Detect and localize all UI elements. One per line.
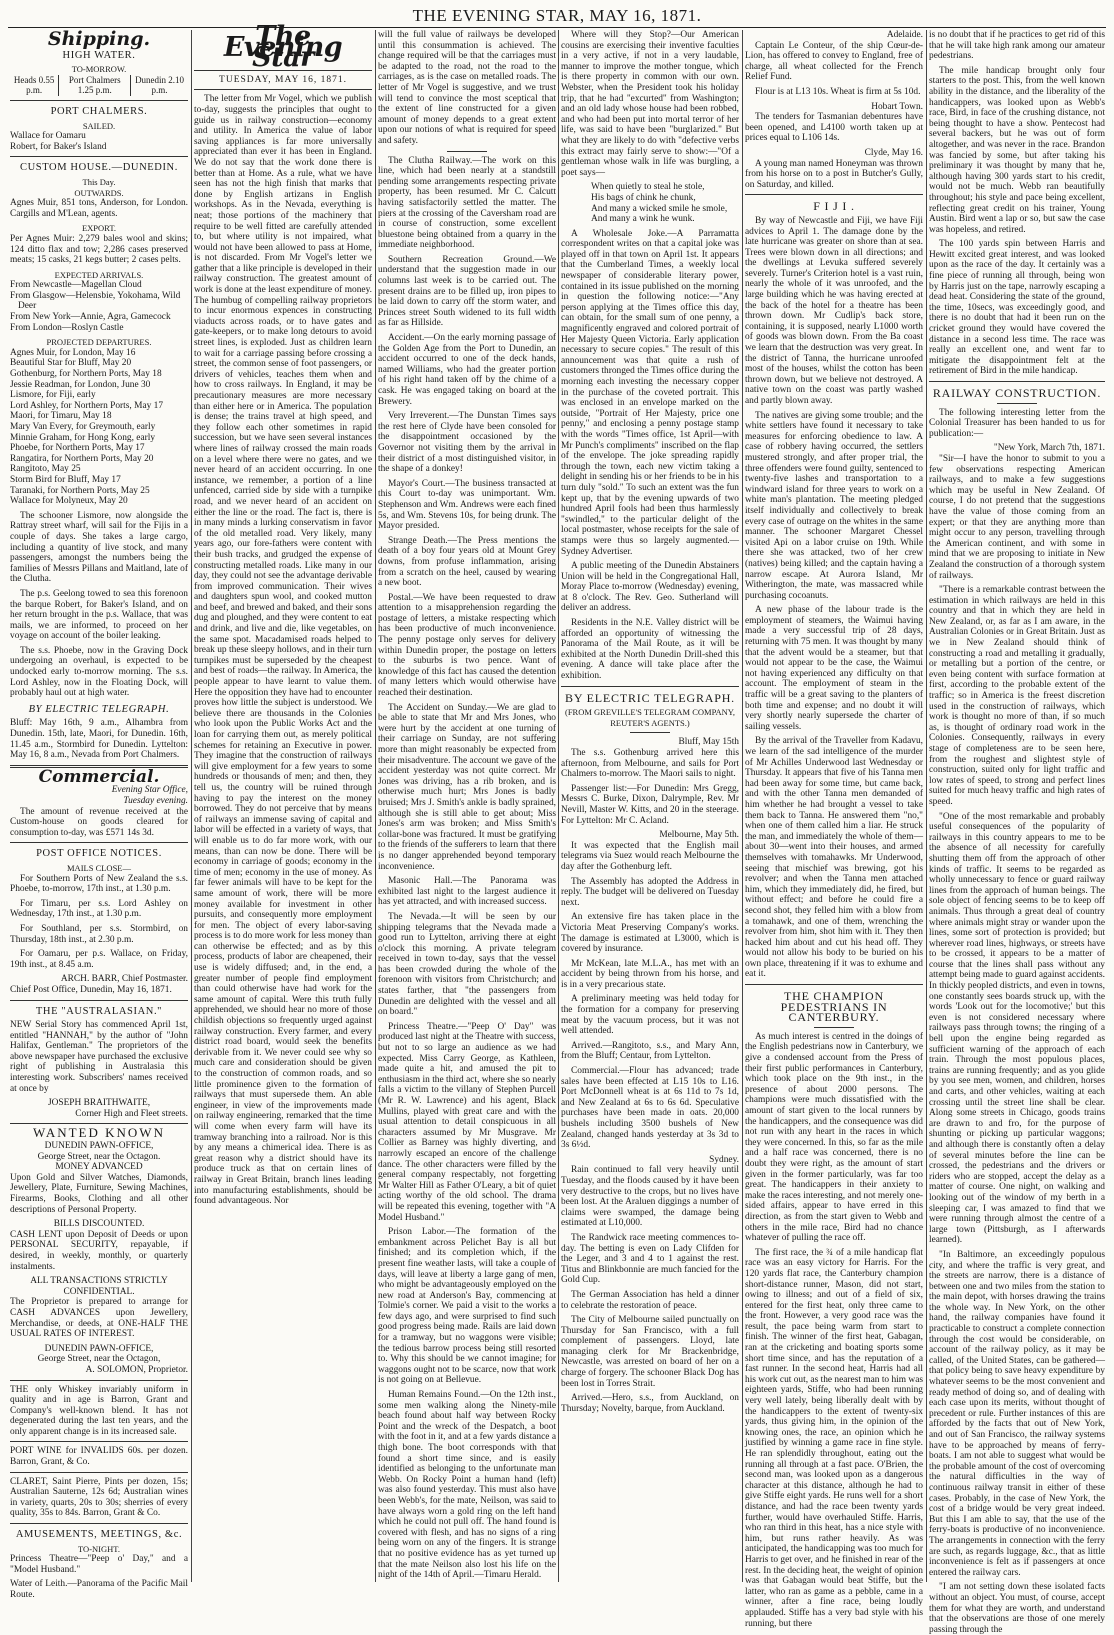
- dateline: Hobart Town.: [871, 101, 923, 112]
- telegraph-heading: BY ELECTRIC TELEGRAPH.: [565, 690, 735, 705]
- divider: [561, 686, 739, 687]
- divider: [10, 1123, 188, 1124]
- letter-paragraph: "In Baltimore, an exceedingly populous city, and where the traffic is very great, and the streets are narrow, there is a distance of between one and two miles from the station to the main depot, with horses drawing the trains the whole way. In New York, on the other hand, the railway companies have found it practicable to construct a complete connection through the cost would be considerable, on account of the railway policy, as it may be called, of the United States, can be gathered—that policy being to save heavy expenditure by whatever seems to be the most convenient and ready method of doing so, and of dealing with each case upon its merits, without thought of precedent or rule. Further instances of this are afforded by the facts that out of New York, and out of San Francisco, the railway systems have to be approached by means of ferry-boats. I am not able to suggest what would be the probable amount of the cost of overcoming the natural difficulties in the way of continuous railway transit in either of these cases. Probably, in the case of New York, the cost of a bridge would be very great indeed. But this I am able to say, that the use of the ferry-boats is productive of no inconvenience. The arrangements in connection with the ferry are such, as regards luggage, &c., that as little inconvenience is felt as if passengers at once entered the railway cars.: [929, 1249, 1105, 1578]
- divider: [10, 156, 188, 157]
- column-5: [745, 30, 923, 1629]
- divider: [10, 1380, 188, 1381]
- departure-item: Wallace for Molyneux, May 20: [10, 496, 128, 507]
- pawn-office-address: George Street, near the Octagon.: [37, 1151, 161, 1162]
- tide-dunedin: Dunedin 2.10 p.m.: [131, 75, 188, 96]
- news-item: Human Remains Found.—On the 12th inst., some men walking along the Ninety-mile beach found about half way between Rocky Point and the wreck of the Despatch, a boot with the foot in it, and at a few yards distance a thigh bone. The boot corresponds with that found a short time since, and is easily identified as belonging to the unfortunate man Webb. On Rocky Point a human hand (left) was also found yesterday. This must also have been Webb's, for the mate, Neilson, was said to have always worn a gold ring on the left hand which he could not pull off. The hand found is covered with flesh, and has no signs of a ring being worn on any of the fingers. It is strange that no positive evidence has as yet turned up that the mate Neilson also lost his life on the night of the 14th of April.—Timaru Herald.: [378, 1390, 556, 1581]
- news-item: Prison Labor.—The formation of the embankment across Pelichet Bay is all but finished; and its completion which, if the present fine weather lasts, will take a couple of days, will leave at liberty a large gang of men, who might be advantageously employed on the new road at Anderson's Bay, commencing at Tolmie's corner. We paid a visit to the works a few days ago, and were surprised to find such good progress being made. Rails are laid down for a tramway, but no waggons were visible; the tedious barrow process being still resorted to. Why this should be we cannot imagine; for waggons ought not to be scarce, now that work is not going on at Bellevue.: [378, 1227, 556, 1386]
- postmaster: ARCH. BARR, Chief Postmaster.: [60, 974, 188, 985]
- lismore-paragraph: The schooner Lismore, now alongside the Rattray street wharf, will sail for the Fijis in a couple of days. She takes a large cargo, including a quantity of live stock, and many passengers, amongst the numbers being the families of Messrs Pillans and Maitland, late of the Clutha.: [10, 510, 188, 585]
- this-day-label: This Day.: [82, 176, 116, 187]
- tide-heads: Heads 0.55 p.m.: [13, 74, 55, 96]
- mails-close-label: MAILS CLOSE—: [67, 862, 131, 873]
- sailed-item: Wallace for Oamaru: [10, 131, 86, 142]
- column-1: [10, 28, 188, 1600]
- news-item: Southern Recreation Ground.—We understand that the suggestion made in our columns last week is to be carried out. The present drains are to be filled up, iron pipes to be laid down to carry off the storm water, and Princes street South widened to its full width as far as Hillside.: [378, 254, 556, 329]
- office-line: Evening Star Office,: [111, 785, 188, 796]
- tomorrow-label: TO-MORROW.: [71, 64, 127, 75]
- money-advanced: MONEY ADVANCED: [55, 1162, 143, 1173]
- customs-revenue: The amount of revenue received at the Custom-house on goods cleared for consumption to-day, was £571 14s 3d.: [10, 806, 188, 838]
- telegram: Passenger list:—For Dunedin: Mrs Gregg, Messrs C. Burke, Dixon, Dalrymple, Rev. Mr Nevill, Master W. Kitts, and 20 in the steerage. For Lyttelton: Mr C. Acland.: [561, 783, 739, 826]
- divider: [447, 151, 487, 152]
- claret-ad: CLARET, Saint Pierre, Pints per dozen, 15s; Australian Sauterne, 12s 6d; Australian wines in variety, quarts, 20s to 30s; sherries of every quality, 35s to 84s. Barron, Grant & Co.: [10, 1476, 188, 1519]
- divider: [745, 194, 923, 195]
- fiji-paragraph: By way of Newcastle and Fiji, we have Fiji advices to April 1. The damage done by the late hurricane was greater on shore than at sea. Trees were blown down in all directions; and the dwellings at Levuka suffered severely severely. Turner's Criterion hotel is a vast ruin, nearly the whole of it was unroofed, and the large building which he was having erected at the back of the hotel for a theatre has been thrown down. Mr Cudlip's back store, containing, it is supposed, nearly L1000 worth of goods was blown down. From the Ba coast we learn that the destruction was very great. In the district of Tanna, the hurricane unroofed most of the houses, whilst the cotton has been thrown down, but we believe not destroyed. A native town on the coast was partly washed and partly blown away.: [745, 215, 923, 406]
- wanted-known-heading: WANTED KNOWN: [33, 1125, 165, 1141]
- column-4: [561, 30, 739, 1580]
- pawn-office-name: DUNEDIN PAWN-OFFICE,: [44, 1343, 154, 1354]
- telegram: The City of Melbourne sailed punctually on Thursday for San Francisco, with a full complement of passengers. Lloyd, late managing clerk for Mr Brackenbridge, Newcastle, was arrested on board of her on a charge of forgery. The schooner Black Dog has been lost in Torres Strait.: [561, 1315, 739, 1389]
- news-item: Princess Theatre.—"Peep O' Day" was produced last night at the Theatre with success, but not to so large an audience as we had expected. Miss Carry George, as Kathleen, made quite a hit, and amused the pit to enthusiasm in the third act, where she so nearly falls a victim to the villany of Stephen Purcell (Mr R. W. Lawrence) and his agent, Black Mullins, played with great care and with the usual attention to detail conspicuous in all characters assumed by Mr Musgrave. Mr Collier as Barney was highly diverting, and narrowly escaped an encore of the challenge dance. The other characters were filled by the general company respectably, not forgetting Mr Walter Hill as Father O'Leary, a bit of quiet acting worthy of the old school. The drama will be repeated this evening, together with "A Model Husband.": [378, 1021, 556, 1223]
- all-transactions: ALL TRANSACTIONS STRICTLY CONFIDENTIAL.: [30, 1276, 168, 1297]
- export-label: EXPORT.: [81, 223, 117, 234]
- poem-line: And many a wink he wunk.: [591, 214, 695, 225]
- champion-paragraph: The first race, the ¾ of a mile handicap flat race was an easy victory for Harris. For the 120 yards flat race, the Canterbury champion short-distance runner, Mason, did not start, owing to illness; and out of a field of six, entered for the first heat, only three came to the front. However, a very good race was the result, the pace being warm from start to finish. The winner of the first heat, Gabagan, ran at the cricketing and boating sports some short time since, and has the reputation of a fast runner. In the second heat, Harris had all his work cut out, as the nearest man to him was eighteen yards, Stiffe, who had been running very well lately, being liberally dealt with by the handicappers to the extent of twenty-six yards, thus giving him, in the opinion of the knowing ones, the race, an opinion which he justified by winning a game race in fine style. He ran splendidly throughout, eating out the running all through at a fast pace. O'Brien, the second man, was looked upon as a dangerous character at this distance, although he had to give Stiffe eight yards. He runs well for a short distance, and had the race been twenty yards further, would have overhauled Stiffe. Harris, who ran third in this heat, has a nice style with him, but runs rather heavily. As was anticipated, the handicapping was too much for Harris to get over, and he finished in rear of the rest. In the deciding heat, the weight of opinion was that Gabagan would beat Stiffe, but the latter, who ran as game as a pebble, came in a winner, after a fine race, being loudly applauded. Stiffe has a very bad style with his running, but there: [745, 1247, 923, 1629]
- dateline: Sydney.: [709, 1154, 739, 1165]
- dateline: Adelaide.: [886, 30, 923, 40]
- telegram: Mr McKean, late M.L.A., has met with an accident by being thrown from his horse, and is in a very precarious state.: [561, 958, 739, 990]
- poem-line: When quietly to steal he stole,: [591, 182, 705, 193]
- departure-item: Beautiful Star for Bluff, May 20: [10, 358, 132, 369]
- bills-discounted: BILLS DISCOUNTED.: [53, 1219, 145, 1230]
- departure-item: Minnie Graham, for Hong Kong, early: [10, 432, 156, 443]
- divider: [10, 1441, 188, 1442]
- amusements-heading: AMUSEMENTS, MEETINGS, &c.: [15, 1529, 183, 1541]
- export-text: Per Agnes Muir: 2,279 bales wool and skins; 124 ditto flax and tow; 2,286 cases preserved meats; 15 casks, 21 kegs butter; 2 cases pelts.: [10, 233, 188, 266]
- whiskey-ad: THE only Whiskey invariably uniform in quality and in age is Barron, Grant and Company's well-known blend. It has not degenerated during the last ten years, and the only apparent change is in its increased sale.: [10, 1384, 188, 1437]
- departure-item: Maori, for Timaru, May 18: [10, 411, 112, 422]
- telegram: Captain Le Conteur, of the ship Cœur-de-Lion, has offered to convey to England, free of charge, all wheat collected for the French Relief Fund.: [745, 40, 923, 83]
- departure-item: Lismore, for Fiji, early: [10, 390, 96, 401]
- commercial-heading: Commercial.: [38, 766, 160, 787]
- telegram: The Assembly has adopted the Address in reply. The budget will be delivered on Tuesday next.: [561, 876, 739, 908]
- departure-item: Taranaki, for Northern Ports, May 25: [10, 485, 150, 496]
- office-date: Tuesday evening.: [123, 796, 188, 806]
- railway-heading: RAILWAY CONSTRUCTION.: [932, 386, 1102, 400]
- column-rule: [926, 30, 927, 1582]
- departure-item: Rangitoto, May 25: [10, 464, 81, 475]
- news-item: Masonic Hall.—The Panorama was exhibited last night to the largest audience it has yet attracted, and with increased success.: [378, 876, 556, 908]
- port-chalmers-heading: PORT CHALMERS.: [50, 105, 148, 117]
- editorial-date: TUESDAY, MAY 16, 1871.: [219, 74, 347, 85]
- column-rule: [191, 30, 192, 1582]
- letter-intro: The following interesting letter from the Colonial Treasurer has been handed to us for publication:—: [929, 407, 1105, 439]
- column-6: [929, 30, 1105, 1635]
- telegram: Arrived.—Rangitoto, s.s., and Mary Ann, from the Bluff; Centaur, from Lyttelton.: [561, 1040, 739, 1062]
- outwards-label: OUTWARDS.: [74, 187, 124, 198]
- column-2: [194, 21, 372, 1580]
- australasian-text: NEW Serial Story has commenced April 1st, entitled "HANNAH," by the author of "John Halifax, Gentleman." The proprietors of the above newspaper have purchased the exclusive right of publishing in Australasia this interesting work. Subscribers' names received at once by: [10, 1020, 188, 1094]
- tonight-label: TO-NIGHT.: [78, 1543, 120, 1554]
- sailed-item: Robert, for Baker's Island: [10, 141, 107, 152]
- news-item: Very Irreverent.—The Dunstan Times says the rest here of Clyde have been consoled for the disappointment occasioned by the Governor not visiting them by the arrival in their district of a most distinguished visitor, in the shape of a donkey!: [378, 411, 556, 475]
- telegram: Arrived.—Hero, s.s., from Auckland, on Thursday; Novelty, barque, from Auckland.: [561, 1393, 739, 1414]
- telegram: A young man named Honeyman was thrown from his horse on to a post in Butcher's Gully, on Saturday, and killed.: [745, 158, 923, 190]
- poem-line: His bags of chink he chunk,: [591, 192, 696, 203]
- masthead-rule: [8, 27, 1106, 28]
- letter-paragraph: "There is a remarkable contrast between the estimation in which railways are held in this country and that in which they are held in New Zealand, or, as far as I am aware, in the Australian Colonies or in Great Britain. Just as we in New Zealand should think of constructing a road and metalling it gradually, or metalling but a portion of the centre, or even being content with surface formation at first, according to the probable extent of the traffic; so in America is the freest discretion used in the construction of railways, which work is thought no more of than, if so much as, is thought of ordinary road work in the Colonies. Consequently, railways in every stage of completeness are to be seen here, from the roughest and slightest style of construction, suited only for light traffic and low rates of speed, to strong and perfect lines suited for much heavy traffic and high rates of speed.: [929, 585, 1105, 807]
- australasian-heading: THE "AUSTRALASIAN.": [35, 1005, 163, 1017]
- telegraph-heading: BY ELECTRIC TELEGRAPH.: [28, 703, 170, 715]
- mail-notice: For Oamaru, per p.s. Wallace, on Friday, 19th inst., at 8.45 a.m.: [10, 949, 188, 970]
- letter-paragraph: "Sir—I have the honor to submit to you a few observations respecting American railways, and to make a few suggestions which may be useful in New Zealand. Of course, I do not pretend that the suggestions have the value of those coming from an expert; or that they are anything more than might occur to any person, travelling through the American continent, and with some in mind that we are proposing to initiate in New Zealand the construction of a thorough system of railways.: [929, 453, 1105, 581]
- braithwaite-address: Corner High and Fleet streets.: [75, 1108, 188, 1119]
- mail-notice: For Southern Ports of New Zealand the s.s. Phoebe, to-morrow, 17th inst., at 1.30 p.m.: [10, 873, 188, 895]
- expected-item: From London—Roslyn Castle: [10, 322, 124, 333]
- poem-line: And many a wicked smile he smole,: [591, 203, 728, 214]
- telegraph-text: Bluff: May 16th, 9 a.m., Alhambra from Dunedin. 15th, late, Maori, for Dunedin. 16th, 11.45 a.m., Stormbird for Dunedin. Lyttelton: May 16, 8 a.m., Nevada from Port Chalmers.: [10, 718, 188, 761]
- high-water-heading: HIGH WATER.: [62, 49, 136, 61]
- expected-label: EXPECTED ARRIVALS.: [54, 269, 144, 280]
- departure-item: Jessie Readman, for London, June 30: [10, 379, 151, 390]
- telegram: The tenders for Tasmanian debentures have been opened, and L4100 worth taken up at prices equal to L106 14s.: [745, 112, 923, 144]
- braithwaite-name: JOSEPH BRAITHWAITE,: [47, 1098, 151, 1109]
- divider: [630, 732, 670, 733]
- telegram: The German Association has held a dinner to celebrate the restoration of peace.: [561, 1289, 739, 1311]
- amusement-item: Princess Theatre—"Peep o' Day," and a "Model Husband.": [10, 1554, 188, 1575]
- letter-paragraph: "I am not setting down these isolated facts without an object. You must, of course, accept them for what they are worth, and understand that the observations are those of one merely passing through the: [929, 1582, 1105, 1635]
- cash-lent: CASH LENT upon Deposit of Deeds or upon PERSONAL SECURITY, repayable, if desired, in weekly, monthly, or quarterly instalments.: [10, 1229, 188, 1272]
- telegram: The Randwick race meeting commences to-day. The betting is even on Lady Clifden for the Leger, and 3 and 4 to 1 against the rest. Titus and Blinkbonnie are much fancied for the Gold Cup.: [561, 1232, 739, 1286]
- customs-heading: CUSTOM HOUSE.—DUNEDIN.: [20, 162, 178, 174]
- column-rule: [558, 30, 559, 1582]
- champion-continued: is no doubt that if he practices to get rid of this that he will take high rank among our amateur pedestrians.: [929, 30, 1105, 62]
- departure-item: Mary Van Every, for Greymouth, early: [10, 422, 156, 432]
- news-item: Where will they Stop?—Our American cousins are exercising their inventive faculties in a very active, if not in a very laudable, manner to improve the mother tongue, which is there property in common with our own. Webster, when the President took his holiday trip, that he had "excurted" from Washington; and an old lady whose house had been robbed, and who had been put into mortal terror of her life, was said to have been "burglarized." But what they are likely to do with "defective verbs this extract may fairly serve to show:—"Of a gentleman whose walk in life was burgling, a poet says—: [561, 30, 739, 178]
- sailed-label: SAILED.: [82, 120, 116, 131]
- telegram: Flour is at L13 10s. Wheat is firm at 5s 10d.: [755, 86, 921, 97]
- telegram: Rain continued to fall very heavily until Tuesday, and the floods caused by it have been very destructive to the crops, but no lives have been lost. At the Araluen diggings a number of claims were swamped, the damage being estimated at L10,000.: [561, 1165, 739, 1229]
- pawn-office-address: George Street, near the Octagon,: [37, 1354, 161, 1365]
- divider: [745, 984, 923, 985]
- fiji-paragraph: A new phase of the labour trade is the employment of steamers, the Waimui having made a very successful trip of 28 days, returning with 75 men. It was thought by many that the advent would be a steamer, but that would not appear to be the case, the Waimui not having experienced any difficulty on that account. The employment of steam in the traffic will be a great saving to the planters of both time and expense; and no doubt it will very shortly nearly supersede the charter of sailing vessels.: [745, 605, 923, 732]
- editorial-continued: will the full value of railways be developed until this consummation is achieved. The change required will be that the carriages must be adapted to the road, not the road to the carriages, as is the case on metalled roads. The letter of Mr Vogel is suggestive, and we trust will tend to convince the most sceptical that the extent of line constructed for a given amount of money depends to a great extent upon our notions of what is required for speed and safety.: [378, 30, 556, 146]
- divider: [10, 1472, 188, 1473]
- departure-item: Phoebe, for Northern Ports, May 17: [10, 443, 145, 454]
- departure-item: Lord Ashley, for Northern Ports, May 17: [10, 400, 164, 411]
- expected-item: From Newcastle—Magellan Cloud: [10, 280, 142, 291]
- column-3: [378, 30, 556, 1580]
- paper-title: The Evening Star: [223, 21, 343, 74]
- letter-paragraph: "One of the most remarkable and probably useful consequences of the popularity of railways in this country appears to me to be the absence of all necessity for carefully shutting them off from the approach of other kinds of traffic. It seems to be regarded as wholly unnecessary to fence or guard railway lines from the approach of human beings. The sole object of fencing seems to be to keep off animals. Thus through a great deal of country where animals might stray or wander upon the lines, some sort of protection is provided; but wherever road lines, highways, or streets have to be crossed, it appears to be a matter of course that the lines shall pass without any attempt being made to guard against accidents. In thickly peopled districts, and even in towns, one constantly sees boards struck up, with the words 'Look out for the locomotive;' but this even is not considered necessary where railways pass through towns; the ringing of a bell upon the engine being regarded as sufficient warning of the approach of each train. Through the most populous places, trains are running frequently; and as you glide by you see men, women, and children, horses and carts, and other vehicles, waiting at each crossing until the street line shall be clear. Along some streets in Chicago, goods trains are drawn to and fro, for the purpose of shunting or picking up particular waggons; and although there is constantly often a delay of several minutes before the line can be crossed, the pedestrians and the drivers or riders who are stopped, accept the delay as a matter of course. One night, on walking and looking out of the window of my berth in a sleeping car, I was amazed to find that we were running through almost the centre of a large town (Pittsburgh, as I afterwards learned).: [929, 811, 1105, 1246]
- projected-label: PROJECTED DEPARTURES.: [46, 337, 152, 348]
- champion-paragraph: The 100 yards spin between Harris and Hewitt excited great interest, and was looked upon as the race of the day. It certainly was a fine piece of running all through, being won by Harris just on the tape, narrowly escaping a dead heat. Considering the state of the ground, the time, 10secs, was exceedingly good, and there is no doubt that had it been run on the cricket ground they would have covered the distance in a second less time. The race was really an excellent one, and went far to mitigate the disappointment felt at the retirement of Bird in the mile handicap.: [929, 239, 1105, 377]
- divider: [194, 89, 372, 90]
- dateline: Clyde, May 16.: [864, 147, 923, 158]
- divider: [10, 1000, 188, 1001]
- solomon-signature: A. SOLOMON, Proprietor.: [85, 1364, 188, 1375]
- telegram: A preliminary meeting was held today for the formation for a company for preserving meat by the vacuum process, but it was not well attended.: [561, 994, 739, 1037]
- tide-port-chalmers: Port Chalmers 1.25 p.m.: [59, 75, 131, 96]
- post-office-heading: POST OFFICE NOTICES.: [36, 848, 162, 860]
- champion-paragraph: As much interest is centred in the doings of the English pedestrians now in Canterbury, we give a condensed account from the Press of their first public performances in Canterbury, which took place on the 9th inst., in the presence of about 2000 persons. The champions were much dissatisfied with the amount of start given to the local runners by the handicappers, and the consequence was did not run with any heart in the races in which they were concerned. In this, so far as the mile and a half race was concerned, there is no doubt they were right, as the amount of start given in the former particularly, was far too great. The handicappers in their anxiety to make the races interesting, and not merely one-sided affairs, appear to have erred in this direction, as from the start given to Webb and others in the mile race, Bird had no chance whatever of pulling the race off.: [745, 1031, 923, 1244]
- letter-dateline: "New York, March 7th, 1871.: [993, 443, 1105, 454]
- news-item: A public meeting of the Dunedin Abstainers Union will be held in the Congregational Hall, Moray Place to-morrow (Wednesday) evening, at 8 o'clock. The Rev. Geo. Sutherland will deliver an address.: [561, 561, 739, 614]
- fiji-heading: F I J I .: [813, 199, 855, 214]
- pawn-office-name: DUNEDIN PAWN-OFFICE,: [44, 1141, 154, 1152]
- telegraph-source: (FROM GREVILLE'S TELEGRAM COMPANY, REUTER'S AGENTS.): [565, 707, 735, 728]
- post-place: Chief Post Office, Dunedin, May 16, 1871.: [10, 984, 172, 995]
- divider: [929, 381, 1105, 382]
- telegram: It was expected that the English mail telegrams via Suez would reach Melbourne the day after the Gothenburg left.: [561, 840, 739, 872]
- expected-item: From New York—Annie, Agra, Gamecock: [10, 312, 171, 323]
- dateline: Bluff, May 15th: [678, 737, 739, 748]
- divider: [10, 842, 188, 843]
- tide-table: [10, 75, 188, 96]
- news-item: Accident.—On the early morning passage of the Golden Age from the Port to Dunedin, an accident occurred to one of the deck hands, named Williams, who had the greater portion of his right hand taken off by the chime of a cask. He was engaged taking on board at the Brewery.: [378, 333, 556, 407]
- poem: [561, 182, 739, 224]
- pawn-text: Upon Gold and Silver Watches, Diamonds, Jewellery, Plate, Furniture, Sewing Machines, Firearms, Books, Clothing and all other descriptions of Personal Property.: [10, 1172, 188, 1215]
- departure-item: Rangatira, for Northern Ports, May 20: [10, 453, 154, 464]
- news-item: The Clutha Railway.—The work on this line, which had been nearly at a standstill pending some arrangements respecting private property, has been resumed. Mr C. Calcutt having satisfactorily settled the matter. The piers at the crossing of the Caversham road are in course of construction, some excellent bluestone being obtained from a quarry in the immediate neighborhood.: [378, 155, 556, 251]
- champion-heading: THE CHAMPION PEDESTRIANS IN CANTERBURY.: [780, 989, 888, 1025]
- dateline: Melbourne, May 5th.: [659, 830, 739, 841]
- fiji-paragraph: The natives are giving some trouble; and the white settlers have found it necessary to take measures for enforcing obedience to law. A case of robbery having occurred, the settlers mustered strongly, and after proper trial, the three offenders were found guilty, sentenced to twenty-five lashes and transportation to a windward island for three years to work on a white man's plantation. The meeting pledged itself individually and collectively to break every case of outrage on the whites in the same manner. The schooner Margaret Chessel visited Api on a labor cruise on 19th. While there she was attacked, two of her crew (natives) being killed; and the captain having a narrow escape. At Aurora Island, Mr Witherington, the mate, was massacred while purchasing cocoanuts.: [745, 410, 923, 601]
- departure-item: Agnes Muir, for London, May 16: [10, 347, 136, 358]
- masthead: THE EVENING STAR, MAY 16, 1871.: [412, 6, 702, 25]
- outwards-text: Agnes Muir, 851 tons, Anderson, for London. Cargills and M'Lean, agents.: [10, 198, 188, 219]
- divider: [10, 1523, 188, 1524]
- champion-paragraph: The mile handicap brought only four starters to the post. This, from the well known ability in the distance, and the liberality of the handicappers, was looked upon as Webb's race, Bird, in face of the crushing distance, not being thought to have a show. Pentecost had several backers, but he was out of form altogether, and was never in the race. Brandon was fancied by some, but after taking his preliminary it was thought by many that he, although having 300 yards start to his credit, would not be much. Webb ran beautifully throughout; his style and pace being excellent, reflecting great credit on his trainer, Young Austin. Bird went a lap or so, but saw the case was hopeless, and retired.: [929, 65, 1105, 235]
- telegram: An extensive fire has taken place in the Victoria Meat Preserving Company's works. The damage is estimated at L3000, which is covered by insurance.: [561, 912, 739, 955]
- divider: [814, 1027, 854, 1028]
- phoebe-paragraph: The s.s. Phoebe, now in the Graving Dock undergoing an overhaul, is expected to be undocked early to-morrow morning. The s.s. Lord Ashley, now in the Floating Dock, will probably haul out at high water.: [10, 645, 188, 699]
- editorial-text: The letter from Mr Vogel, which we publish to-day, suggests the principles that ought to guide us in railway construction—economy and utility. In America the value of labor saving appliances is far more universally appreciated than ever it has been in England. We do not say that the work done there is better than at Home. As a rule, what we have seen has not the high finish that marks that done by English artizans in English workshops. As in the Nevada, everything is neat; those portions of the machinery that require to be well fitted are carefully attended to, but where utility is not impaired, what would not have been allowed to pass at Home, is not discarded. From Mr Vogel's letter we gather that a like principle is developed in their railway construction. The greatest amount of work is done at the least expenditure of money. The humbug of compelling railway proprietors to incur enormous expences in constructing viaducts across roads, or to have gates and gate-keepers, or to make long detours to avoid street lines, is exploded. Just as children learn to wait for a carriage passing before crossing a street, the common sense of foot passengers, or drivers of vehicles, teaches them when and how to cross railways. In England, it may be precautionary measures are more necessary than either here or in America. The population is dense; the trains travel at high speed, and they follow each other sometimes in rapid succession, but we have seen several instances where lines of railway crossed the main roads on a level where there were no gates, and we never heard of an accident occurring. In one instance, we remember, a portion of a line unfenced, carried side by side with a turnpike road, and we never heard of an accident on either the line or the road. The fact is, there is in many minds a lurking conservatism in favor of the old metalled road. Very likely, many years ago, our fore-fathers were content with their bush tracks, and grudged the expense of constructing metalled roads. Like many in our day, they could not see the advantage derivable from improved communication. Their wives and daughters spun wool, and cooked mutton and beef, and brewed and baked, and their sons dug and ploughed, and they were content to eat and drink, and live and die, like vegetables, on the same spot. Macadamised roads helped to break up these sleepy hollows, and in their turn turnpikes must be superseded by the cheapest and best of roads—the railway. In America, the people appear to have learnt to value them. Here the opposition they have had to encounter proves how little the subject is understood. We believe there are thousands in the Colonies who look upon the Public Works Act and the loan for carrying them out, as merely political schemes for retaining an Executive in power. They imagine that the construction of railways will give employment for a few years to some hundreds or thousands of men; and then, they tell us, the country will be ruined through having to pay the interest on the money borrowed. They do not perceive that by means of railways an immense saving of capital and labor will be effected in a variety of ways, that will enable us to do far more work, with our means, than can now be done. There will be economy in carriage of goods; economy in the time of men; economy in the use of money. As far fewer animals will have to be kept for the same amount of work, there will be more money available for investment in other pursuits, and consequently more employment for men. The object of every labor-saving process is to do more work for less money than can otherwise be effected; and as by this process, products of labor are cheapened, their use is widely diffused; and, in the end, a greater number of people find employment than could otherwise have had work for the same amount of capital. Were this truth fully apprehended, we should hear no more of those childish objections so frequently urged against railway construction. Every farmer, and every district road board, would seek the benefits derivable from it. We never could see why so much care and consideration should be given to the construction of common roads, and so little prominence given to the formation of railways that must supersede them. An able engineer, in view of the improvements made on railway engineering, remarked that the time will come when every farm will have its tramway branching into a railroad. Nor is this by any means a chimerical idea. There is as great reason why a district should have its produce truck as that on certain lines of railway in Great Britain, branch lines leading into manufacturing establishments, should be found advantageous. Nor: [194, 94, 372, 1207]
- news-item: The Nevada.—It will be seen by our shipping telegrams that the Nevada made a good run to Lyttelton, arriving there at eight o'clock this morning. A private telegram received in town to-day, says that the vessel has been crowded during the whole of the forenoon with visitors from Christchurch; and states farther, that "the passengers from Dunedin are delighted with the vessel and all on board.": [378, 911, 556, 1018]
- mail-notice: For Southland, per s.s. Stormbird, on Thursday, 18th inst., at 2.30 p.m.: [10, 923, 188, 945]
- news-item: Mayor's Court.—The business transacted at this Court to-day was unimportant. Wm. Stephenson and Wm. Andrews were each fined 5s, and Wm. Stevens 10s, for being drunk. The Mayor presided.: [378, 478, 556, 532]
- fiji-paragraph: By the arrival of the Traveller from Kadavu, we learn of the sad intelligence of the murder of Mr Achilles Underwood last Wednesday or Thursday. It appears that five of his Tanna men had been away for some time, but came back, and with the other Tanna men demanded of him whether he had brought a vessel to take them back to Tanna. He answered them "no," when one of them called him a liar. He struck the man, and immediately the whole of them—about 30—went into their houses, and armed themselves with tomahawks. Mr Underwood, seeing that mischief was brewing, got his revolver; and when the Tanna men attached him, which they immediately did, he fired, but without effect; and before he could fire a second shot, they felled him with a blow from a tomahawk, and one of them, wrenching the revolver from him, shot him with it. They then hacked him about and cut his head off. They would not allow his body to be buried on his own place, threatening if it was to exhume and eat it.: [745, 736, 923, 980]
- column-rule: [375, 30, 376, 1582]
- expected-item: From Glasgow—Helensbie, Yokohama, Wild Deer: [10, 290, 181, 312]
- telegram: The s.s. Gothenburg arrived here this afternoon, from Melbourne, and sails for Port Chalmers to-morrow. The Maori sails to night.: [561, 748, 739, 780]
- news-item: Postal.—We have been requested to draw attention to a misapprehension regarding the postage of letters, a mistake respecting which has been productive of much inconvenience. The penny postage only serves for delivery within Dunedin proper, the postage on letters to the suburbs is two pence. Want of knowledge of this fact has caused the detention of many letters which would otherwise have reached their destination.: [378, 592, 556, 699]
- shipping-heading: Shipping.: [47, 28, 151, 50]
- geelong-paragraph: The p.s. Geelong towed to sea this forenoon the barque Robert, for Baker's Island, and on her return brought in the p.s. Wallace, that was mails, we are informed, to proceed on her voyage on account of the boiler leaking.: [10, 588, 188, 642]
- divider: [10, 100, 188, 101]
- news-item: The Accident on Sunday.—We are glad to be able to state that Mr and Mrs Jones, who were hurt by the accident at one turning of their carriage on Sunday, are not suffering more than might reasonably be expected from their misadventure. The account we gave of the accident yesterday was not quite correct. Mr Jones was driving, has a rib broken, and is otherwise much hurt; Mrs Jones is badly bruised; Mrs J. Smith's ankle is badly sprained, although she is still able to get about; Miss Jones's arm was broken; and Miss Smith's collar-bone was fractured. It must be gratifying to the friends of the sufferers to learn that there is no danger apprehended beyond temporary inconvenience.: [378, 702, 556, 872]
- column-rule: [742, 30, 743, 1582]
- departure-item: Storm Bird for Bluff, May 17: [10, 474, 121, 485]
- divider: [997, 403, 1037, 404]
- proprietor-text: The Proprietor is prepared to arrange for CASH ADVANCES upon Jewellery, Merchandise, or deeds, at ONE-HALF THE USUAL RATES OF INTEREST.: [10, 1297, 188, 1340]
- amusement-item: Water of Leith.—Panorama of the Pacific Mail Route.: [10, 1579, 188, 1600]
- telegram: Commercial.—Flour has advanced; trade sales have been effected at L15 10s to L16. Port McDonnell wheat is at 6s 11d to 7s 1d, and New Zealand at 6s to 6s 6d. Speculative purchases have been made in oats. 20,000 bushels including 3500 bushels of New Zealand, changed hands yesterday at 3s 3d to 3s 6½d.: [561, 1066, 739, 1151]
- departure-item: Gothenburg, for Northern Ports, May 18: [10, 369, 162, 380]
- port-wine-ad: PORT WINE for INVALIDS 60s. per dozen. Barron, Grant, & Co.: [10, 1446, 188, 1468]
- mail-notice: For Timaru, per s.s. Lord Ashley on Wednesday, 17th inst., at 1.30 p.m.: [10, 898, 188, 920]
- news-item: Strange Death.—The Press mentions the death of a boy four years old at Mount Grey downs, from profuse inflammation, arising from a scratch on the heel, caused by wearing a new boot.: [378, 535, 556, 589]
- news-item: Residents in the N.E. Valley district will be afforded an opportunity of witnessing the Panorama of the Mail Route, as it will be exhibited at the North Dunedin Drill-shed this evening. A dance will take place after the exhibition.: [561, 618, 739, 682]
- news-item: A Wholesale Joke.—A Parramatta correspondent writes on that a capital joke was played off in that town on April 1st. It appears that the Cumberland Times, a weekly local newspaper of considerable literary power, contained in its issue published on the morning in question the following notice:—"Any person applying at the Times office this day, can obtain, for the small sum of one penny, a magnificently engraved and colored portrait of Her Majesty Queen Victoria. Early application necessary to secure copies." The result of this announcement was that quite a rush of customers thronged the Times office during the morning each investing the necessary copper in the purchase of the coveted portrait. This was enclosed in an envelope marked on the outside, "Portrait of Her Majesty, price one penny," and enclosing a penny postage stamp with the words "Times office, 1st April—with Mr Punch's compliments" inscribed on the flap of the envelope. The joke spreading rapidly through the town, each new victim taking a delight in sending his or her friends to be in his turn duly "sold." To such an extent was the fun kept up, that by the evening upwards of two hundred April fools had been thus harmlessly "swindled," to the particular delight of the local postmaster, whose receipts for the sale of stamps were thus so largely augmented.—Sydney Advertiser.: [561, 228, 739, 557]
